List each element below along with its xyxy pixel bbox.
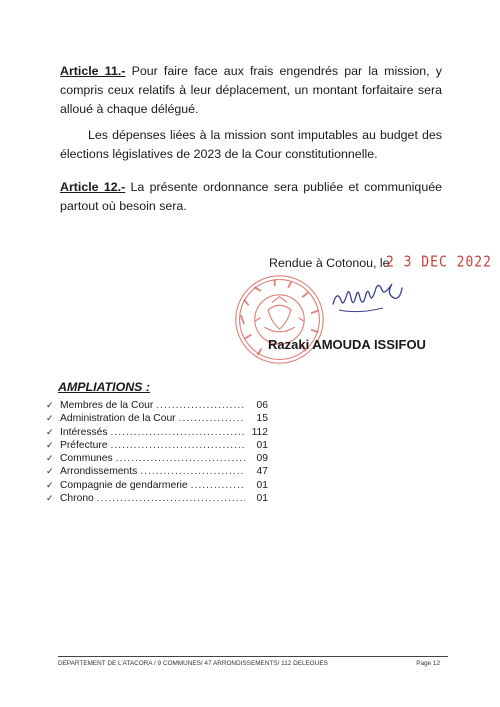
dot-leader <box>140 465 245 478</box>
ampliation-item <box>46 426 268 439</box>
checkmark-icon: ✓ <box>46 439 54 450</box>
ampliation-label: Chrono <box>60 493 94 505</box>
ampliation-item <box>46 452 268 465</box>
handwritten-signature-icon <box>327 280 417 320</box>
date-stamp: 2 3 DEC 2022 <box>386 253 492 272</box>
dot-leader <box>116 452 245 465</box>
ampliation-label: Intéressés <box>60 426 108 438</box>
ampliations-heading: AMPLIATIONS : <box>58 380 151 394</box>
official-seal-icon <box>232 272 327 367</box>
ampliation-quantity: 01 <box>256 479 268 491</box>
ampliation-item <box>46 412 268 425</box>
dot-leader <box>111 426 245 439</box>
place-date-text: Rendue à Cotonou, le <box>269 256 390 270</box>
ampliation-quantity: 06 <box>256 400 268 411</box>
page-number: Page 12 <box>416 660 440 667</box>
footer-divider <box>58 656 448 657</box>
checkmark-icon: ✓ <box>46 466 54 477</box>
ampliation-quantity: 47 <box>256 466 268 478</box>
ampliation-item <box>46 399 268 412</box>
checkmark-icon: ✓ <box>46 479 54 490</box>
signature-block <box>232 250 492 360</box>
ampliation-label: Communes <box>60 453 113 465</box>
ampliations-list <box>46 399 268 505</box>
dot-leader <box>111 439 245 452</box>
article-11-text: Pour faire face aux frais engendrés par la mission, y compris ceux relatifs à leur déplacement, un montant forfaitaire sera alloué à chaque délégué. <box>60 64 442 116</box>
article-12 <box>60 178 442 216</box>
ampliation-quantity: 09 <box>256 453 268 465</box>
ampliation-label: Préfecture <box>60 439 108 451</box>
article-11-label: Article 11.- <box>60 64 126 78</box>
checkmark-icon: ✓ <box>46 426 54 437</box>
article-12-text: La présente ordonnance sera publiée et communiquée partout où besoin sera. <box>60 180 442 213</box>
dot-leader <box>156 399 245 412</box>
signer-name: Razaki AMOUDA ISSIFOU <box>268 337 426 352</box>
footer-text: DEPARTEMENT DE L’ATACORA / 9 COMMUNES/ 47 ARRONDISSEMENTS/ 112 DELEGUES <box>58 660 328 667</box>
ampliation-quantity: 112 <box>251 426 268 438</box>
dot-leader <box>97 492 245 505</box>
ampliation-label: Compagnie de gendarmerie <box>60 479 188 491</box>
ampliation-label: Administration de la Cour <box>60 413 176 425</box>
ampliation-quantity: 15 <box>256 413 268 425</box>
checkmark-icon: ✓ <box>46 400 54 410</box>
checkmark-icon: ✓ <box>46 413 54 424</box>
ampliation-item <box>46 465 268 478</box>
dot-leader <box>191 479 245 492</box>
article-11 <box>60 62 442 119</box>
ampliation-quantity: 01 <box>256 439 268 451</box>
article-11-paragraph-2: Les dépenses liées à la mission sont imputables au budget des élections législatives de 2023 de la Cour constitutionnelle. <box>60 128 442 161</box>
ampliation-quantity: 01 <box>256 493 268 505</box>
ampliation-label: Arrondissements <box>60 466 138 478</box>
ampliation-item <box>46 439 268 452</box>
checkmark-icon: ✓ <box>46 453 54 464</box>
dot-leader <box>179 412 245 425</box>
ampliation-item <box>46 479 268 492</box>
ampliation-label: Membres de la Cour <box>60 400 154 411</box>
checkmark-icon: ✓ <box>46 493 54 504</box>
article-12-label: Article 12.- <box>60 180 126 194</box>
ampliation-item <box>46 492 268 505</box>
